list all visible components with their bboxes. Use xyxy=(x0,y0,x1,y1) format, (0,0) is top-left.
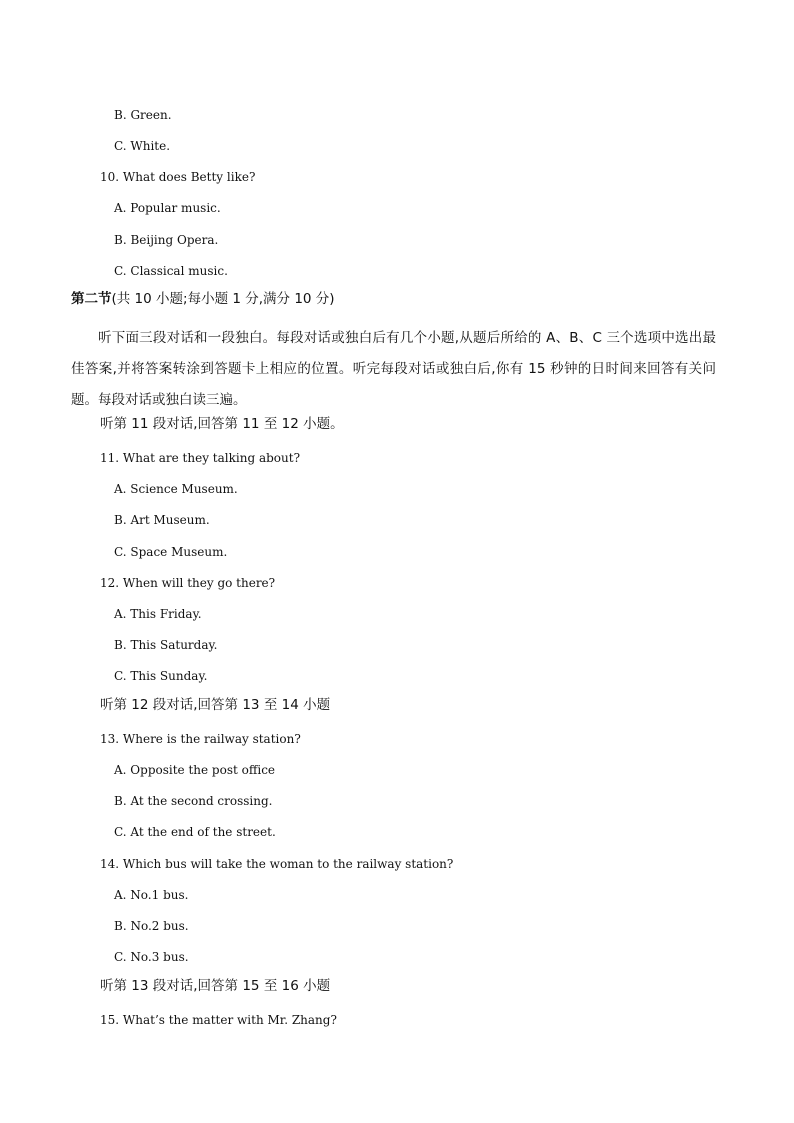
option-14a: A. No.1 bus. xyxy=(114,888,189,902)
option-14b: B. No.2 bus. xyxy=(114,919,189,933)
question-14: 14. Which bus will take the woman to the railway station? xyxy=(100,857,454,871)
section-subtitle: (共 10 小题;每小题 1 分,满分 10 分) xyxy=(111,291,335,307)
option-10b: B. Beijing Opera. xyxy=(114,233,219,247)
question-12: 12. When will they go there? xyxy=(100,576,276,590)
option-9c: C. White. xyxy=(114,139,171,153)
option-11c: C. Space Museum. xyxy=(114,545,228,559)
option-11b: B. Art Museum. xyxy=(114,513,210,527)
section-title: 第二节 xyxy=(71,291,112,307)
option-12a: A. This Friday. xyxy=(114,607,202,621)
option-13b: B. At the second crossing. xyxy=(114,794,273,808)
dialog-12-intro: 听第 12 段对话,回答第 13 至 14 小题 xyxy=(100,697,331,713)
option-11a: A. Science Museum. xyxy=(114,482,238,496)
question-10: 10. What does Betty like? xyxy=(100,170,256,184)
option-12b: B. This Saturday. xyxy=(114,638,218,652)
option-10a: A. Popular music. xyxy=(114,201,221,215)
option-9b: B. Green. xyxy=(114,108,172,122)
option-13a: A. Opposite the post office xyxy=(114,763,276,777)
option-12c: C. This Sunday. xyxy=(114,669,208,683)
option-10c: C. Classical music. xyxy=(114,264,228,278)
question-15: 15. What’s the matter with Mr. Zhang? xyxy=(100,1013,337,1027)
option-14c: C. No.3 bus. xyxy=(114,950,189,964)
dialog-11-intro: 听第 11 段对话,回答第 11 至 12 小题。 xyxy=(100,416,344,432)
option-13c: C. At the end of the street. xyxy=(114,825,276,839)
section-heading xyxy=(71,291,335,307)
section-instructions: 听下面三段对话和一段独白。每段对话或独白后有几个小题,从题后所给的 A、B、C 三个选项中选出最佳答案,并将答案转涂到答题卡上相应的位置。听完每段对话或独白后,你有 15 秒钟的日时间来回答有关问题。每段对话或独白读三遍。 xyxy=(71,330,716,408)
question-13: 13. Where is the railway station? xyxy=(100,732,301,746)
question-11: 11. What are they talking about? xyxy=(100,451,300,465)
dialog-13-intro: 听第 13 段对话,回答第 15 至 16 小题 xyxy=(100,978,331,994)
